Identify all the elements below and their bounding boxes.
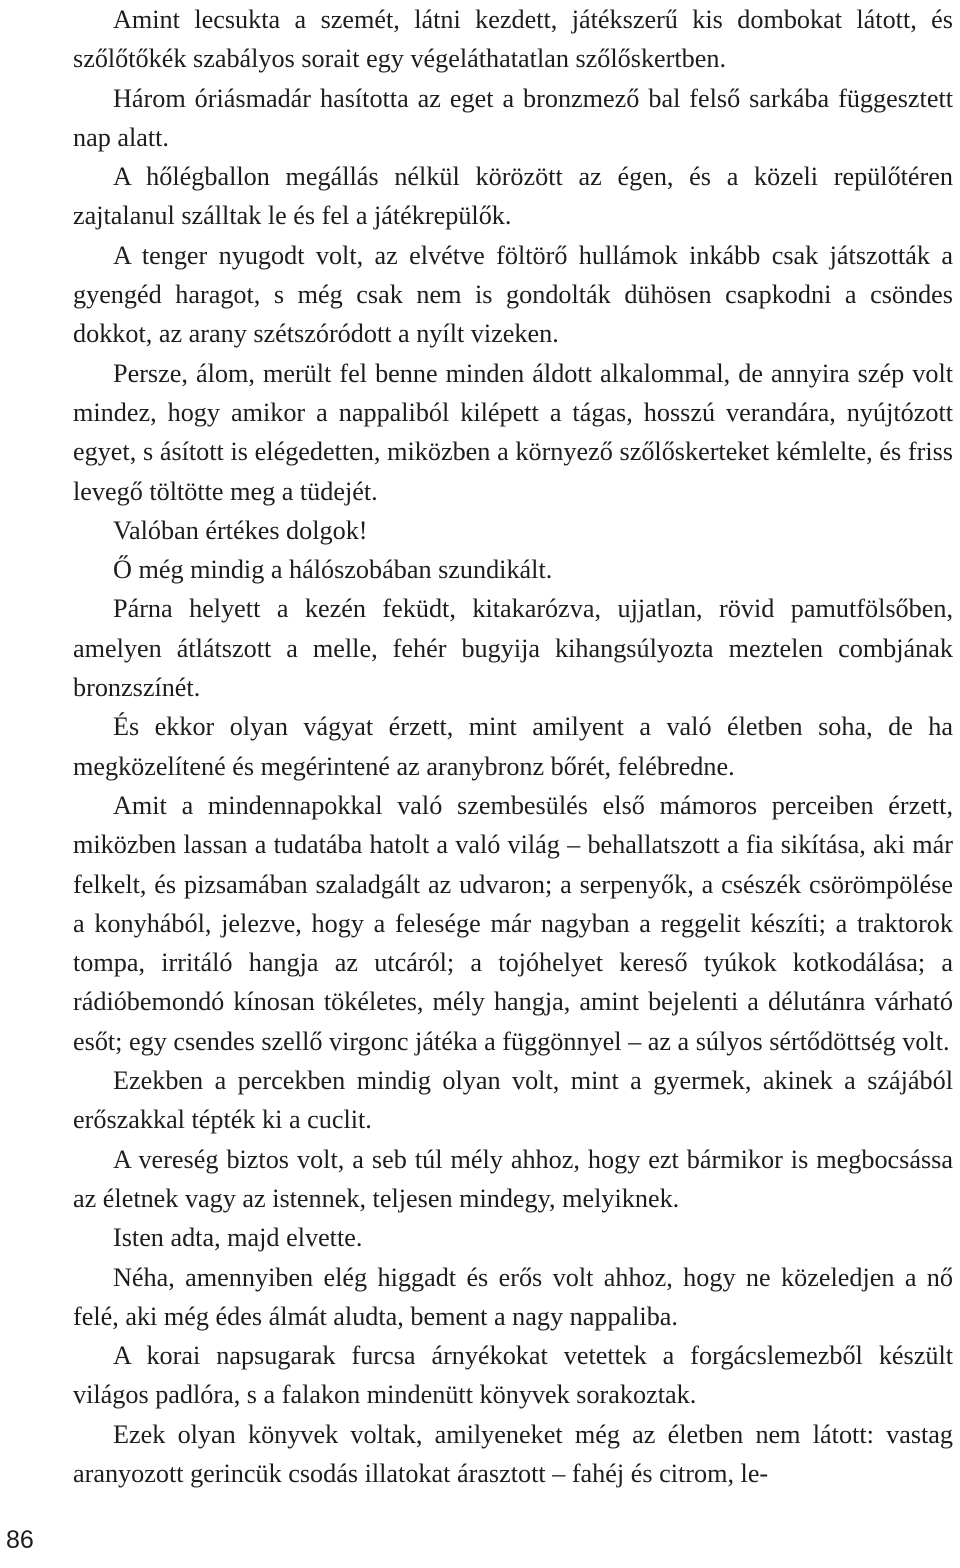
page-number: 86 — [6, 1526, 34, 1554]
paragraph: Isten adta, majd elvette. — [113, 1223, 363, 1253]
paragraph: Amit a mindennapokkal való szembesülés első mámoros perceiben érzett, miközben lassan a tudatába hatolt a való világ – behallatszott a fia sikítása, aki már felkelt, és pizsamában szaladgált az udvaron; a serpenyők, a csészék csörömpölése a konyhából, jelezve, hogy a felesége már nagyban a reggelit készíti; a traktorok tompa, irritáló hangja az utcáról; a tojóhelyet kereső tyúkok kotkodálása; a rádióbemondó kínosan tökéletes, mély hangja, amint bejelenti a délutánra várható esőt; egy csendes szellő virgonc játéka a függönnyel – az a súlyos sértődöttség volt. — [73, 790, 953, 1056]
paragraph: Ő még mindig a hálószobában szundikált. — [113, 555, 553, 585]
paragraph: Valóban értékes dolgok! — [113, 515, 368, 545]
paragraph: Három óriásmadár hasította az eget a bronzmező bal felső sarkába függesztett nap alatt. — [73, 83, 953, 152]
paragraph: Párna helyett a kezén feküdt, kitakarózva, ujjatlan, rövid pamutfölsőben, amelyen átlátszott a melle, fehér bugyija kihangsúlyozta meztelen combjának bronzszínét. — [73, 594, 953, 703]
paragraph: Ezek olyan könyvek voltak, amilyeneket még az életben nem látott: vastag aranyozott gerincük csodás illatokat árasztott – fahéj és citrom, le- — [73, 1419, 953, 1488]
paragraph: A tenger nyugodt volt, az elvétve föltörő hullámok inkább csak játszották a gyengéd haragot, s még csak nem is gondolták dühösen csapkodni a csöndes dokkot, az arany szétszóródott a nyílt vizeken. — [73, 240, 953, 349]
paragraph: Persze, álom, merült fel benne minden áldott alkalommal, de annyira szép volt mindez, hogy amikor a nappaliból kilépett a tágas, hosszú verandára, nyújtózott egyet, s ásított is elégedetten, miközben a környező szőlőskerteket kémlelte, és friss levegő töltötte meg a tüdejét. — [73, 358, 953, 506]
body-text — [73, 0, 953, 1493]
paragraph: És ekkor olyan vágyat érzett, mint amilyent a való életben soha, de ha megközelítené és megérintené az aranybronz bőrét, felébredne. — [73, 712, 953, 781]
paragraph: A korai napsugarak furcsa árnyékokat vetettek a forgácslemezből készült világos padlóra, s a falakon mindenütt könyvek sorakoztak. — [73, 1341, 953, 1410]
paragraph: Néha, amennyiben elég higgadt és erős volt ahhoz, hogy ne közeledjen a nő felé, aki még édes álmát aludta, bement a nagy nappaliba. — [73, 1262, 953, 1331]
paragraph: A hőlégballon megállás nélkül körözött az égen, és a közeli repülőtéren zajtalanul szálltak le és fel a játékrepülők. — [73, 162, 953, 231]
paragraph: Ezekben a percekben mindig olyan volt, mint a gyermek, akinek a szájából erőszakkal tépték ki a cuclit. — [73, 1066, 953, 1135]
paragraph: A vereség biztos volt, a seb túl mély ahhoz, hogy ezt bármikor is megbocsássa az életnek vagy az istennek, teljesen mindegy, melyiknek. — [73, 1144, 953, 1213]
paragraph: Amint lecsukta a szemét, látni kezdett, játékszerű kis dombokat látott, és szőlőtőkék szabályos sorait egy végeláthatatlan szőlőskertben. — [73, 5, 953, 74]
